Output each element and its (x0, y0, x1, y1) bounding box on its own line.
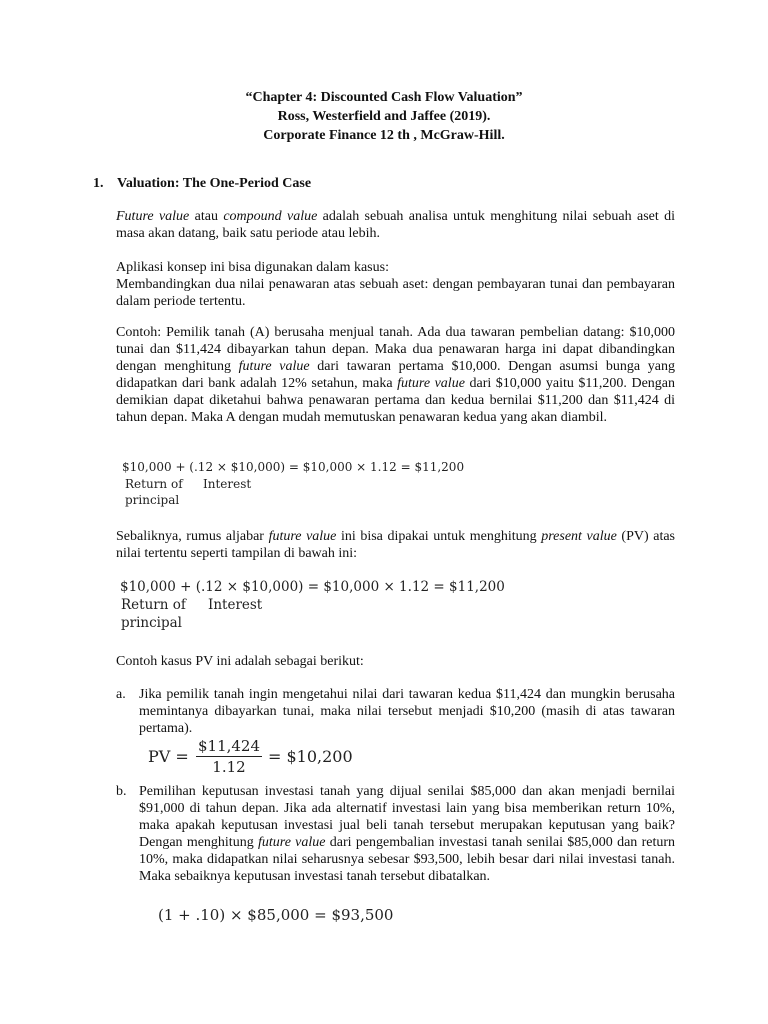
label-principal: principal (125, 493, 180, 507)
label-principal: principal (121, 615, 182, 631)
list-marker: b. (116, 784, 127, 799)
list-item-b (116, 783, 675, 885)
application-case: Membandingkan dua nilai penawaran atas sebuah aset: dengan pembayaran tunai dan pembayaran dalam periode tertentu. (116, 277, 675, 309)
label-return-of: Return of (121, 597, 186, 613)
list-item-a (116, 686, 675, 737)
paragraph-pv-cases: Contoh kasus PV ini adalah sebagai berikut: (116, 654, 364, 669)
list-item-text: Pemilihan keputusan investasi tanah yang dijual senilai $85,000 dan akan menjadi bernilai $91,000 di tahun depan. Jika ada alternatif investasi lain yang bisa memberikan return 10%, maka apakah keputusan investasi jual beli tanah tersebut merupakan keputusan yang baik? Dengan menghitung future value dari pengembalian investasi tanah senilai $85,000 dan return 10%, maka didapatkan nilai seharusnya sebesar $93,500, lebih besar dari nilai investasi tanah. Maka sebaiknya keputusan investasi tanah tersebut dibatalkan. (139, 784, 675, 884)
application-intro: Aplikasi konsep ini bisa digunakan dalam kasus: (116, 260, 389, 275)
fraction-bar (196, 756, 262, 757)
pv-rhs: = $10,200 (268, 747, 353, 766)
label-interest: Interest (203, 477, 252, 491)
formula-investment: (1 + .10) × $85,000 = $93,500 (158, 906, 394, 924)
formula-equation: $10,000 + (.12 × $10,000) = $10,000 × 1.12 = $11,200 (120, 579, 505, 595)
paragraph-future-value: Future value atau compound value adalah sebuah analisa untuk menghitung nilai sebuah aset di masa akan datang, baik satu periode atau lebih. (116, 209, 675, 241)
pv-denominator: 1.12 (212, 758, 246, 776)
formula-equation: $10,000 + (.12 × $10,000) = $10,000 × 1.12 = $11,200 (122, 460, 465, 474)
section-number: 1. (93, 176, 104, 191)
label-return-of: Return of (125, 477, 183, 491)
formula-future-value-large (120, 579, 505, 635)
paragraph-example: Contoh: Pemilik tanah (A) berusaha menjual tanah. Ada dua tawaran pembelian datang: $10,000 tunai dan $11,424 dibayarkan tahun depan. Maka dua penawaran harga ini dapat dibandingkan dengan menghitung future value dari tawaran pertama $10,000. Dengan asumsi bunga yang didapatkan dari bank adalah 12% setahun, maka future value dari $10,000 yaitu $11,200. Dengan demikian dapat diketahui bahwa penawaran pertama dan kedua bernilai $11,200 dan $11,424 di tahun depan. Maka A dengan mudah memutuskan penawaran kedua yang akan diambil. (116, 325, 675, 425)
pv-formula (148, 737, 368, 777)
term-future-value: Future value (116, 209, 190, 224)
list-marker: a. (116, 687, 126, 702)
chapter-title: “Chapter 4: Discounted Cash Flow Valuation” (245, 90, 523, 105)
paragraph-application (116, 259, 675, 310)
list-item-text: Jika pemilik tanah ingin mengetahui nilai dari tawaran kedua $11,424 dan mungkin berusaha memintanya dibayarkan tunai, maka nilai tersebut menjadi $10,200 (masih di atas tawaran pertama). (139, 687, 675, 736)
section-heading (93, 174, 311, 193)
formula-future-value-small (122, 460, 465, 512)
book-line: Corporate Finance 12 th , McGraw-Hill. (263, 128, 505, 143)
authors-line: Ross, Westerfield and Jaffee (2019). (277, 109, 491, 124)
pv-numerator: $11,424 (197, 737, 261, 755)
term-compound-value: compound value (223, 209, 318, 224)
paragraph-present-value: Sebaliknya, rumus aljabar future value ini bisa dipakai untuk menghitung present value (PV) atas nilai tertentu seperti tampilan di bawah ini: (116, 529, 676, 561)
section-title: Valuation: The One-Period Case (117, 176, 312, 191)
label-interest: Interest (208, 597, 263, 613)
pv-lhs: PV = (148, 747, 189, 766)
